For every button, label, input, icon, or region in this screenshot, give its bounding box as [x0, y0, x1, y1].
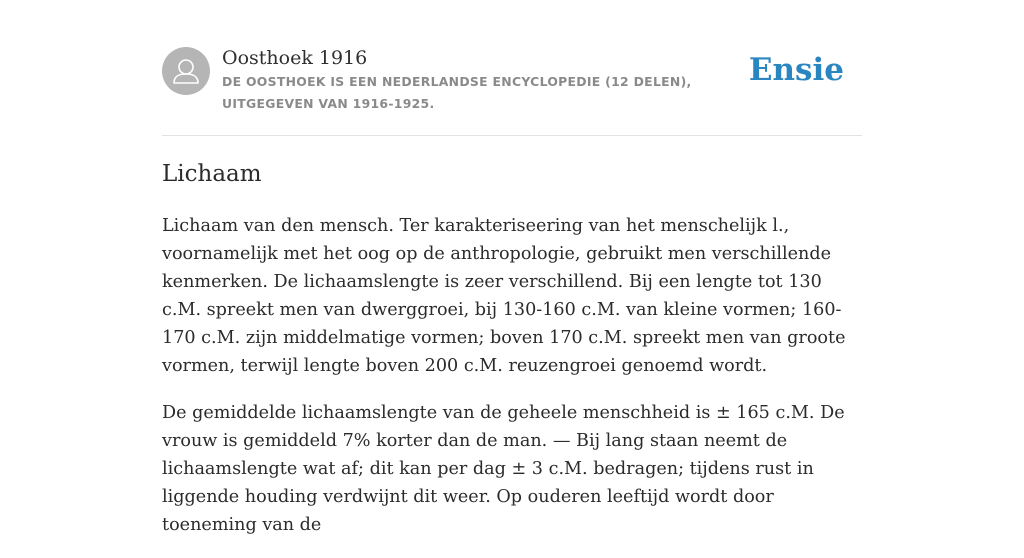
- user-icon: [162, 47, 210, 95]
- article-title: Lichaam: [162, 161, 262, 187]
- ensie-logo[interactable]: Ensie: [748, 52, 844, 88]
- article-paragraph: De gemiddelde lichaamslengte van de geheele menschheid is ± 165 c.M. De vrouw is gemiddeld 7% korter dan de man. — Bij lang staan neemt de lichaamslengte wat af; dit kan per dag ± 3 c.M. bedragen; tijdens rust in liggende houding verdwijnt dit weer. Op ouderen leeftijd wordt door toeneming van de: [162, 403, 845, 535]
- article-paragraph: Lichaam van den mensch. Ter karakteriseering van het menschelijk l., voornamelijk met het oog op de anthropologie, gebruikt men verschillende kenmerken. De lichaamslengte is zeer verschillend. Bij een lengte tot 130 c.M. spreekt men van dwerggroei, bij 130-160 c.M. van kleine vormen; 160-170 c.M. zijn middelmatige vormen; boven 170 c.M. spreekt men van groote vormen, terwijl lengte boven 200 c.M. reuzengroei genoemd wordt.: [162, 216, 846, 376]
- source-header: [162, 46, 862, 116]
- source-title[interactable]: Oosthoek 1916: [222, 47, 368, 69]
- source-description: DE OOSTHOEK IS EEN NEDERLANDSE ENCYCLOPEDIE (12 DELEN), UITGEGEVEN VAN 1916-1925.: [222, 74, 692, 111]
- source-avatar[interactable]: [162, 47, 210, 95]
- article-body: [162, 212, 862, 558]
- header-divider: [162, 135, 862, 136]
